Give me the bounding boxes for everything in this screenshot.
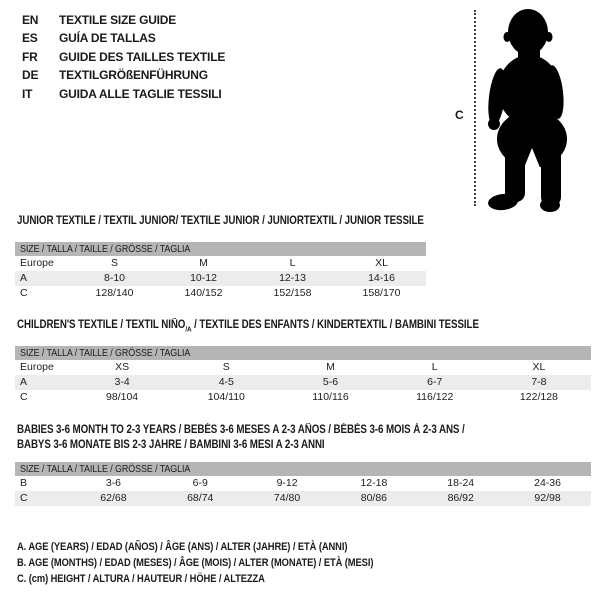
table-cell: 116/122: [416, 391, 454, 403]
table-cell: S: [222, 361, 230, 373]
row-label: A: [20, 272, 28, 284]
language-row: [22, 48, 225, 66]
size-header-bar: [15, 346, 591, 360]
row-label: Europe: [20, 257, 54, 269]
children-title-post: / TEXTILE DES ENFANTS / KINDERTEXTIL / BAMBINI TESSILE: [191, 319, 479, 331]
table-cell: M: [326, 361, 335, 373]
language-code: EN: [22, 13, 39, 27]
table-cell: 6-9: [192, 477, 208, 489]
table-cell: 5-6: [322, 376, 339, 388]
table-row: [15, 476, 591, 491]
table-cell: XS: [115, 361, 130, 373]
table-row: [15, 491, 591, 506]
table-cell: 140/152: [184, 287, 223, 299]
table-cell: 18-24: [447, 477, 475, 489]
legend-note-a: A. AGE (YEARS) / EDAD (AÑOS) / ÂGE (ANS) / ALTER (JAHRE) / ETÀ (ANNI): [17, 541, 348, 553]
table-cell: 24-36: [534, 477, 561, 489]
table-cell: 10-12: [190, 272, 217, 284]
table-cell: XL: [532, 361, 546, 373]
language-row: [22, 66, 225, 84]
junior-size-table: [15, 242, 426, 301]
table-cell: 98/104: [106, 391, 139, 403]
table-cell: M: [199, 257, 208, 269]
size-header-label: SIZE / TALLA / TAILLE / GRÖSSE / TAGLIA: [20, 463, 191, 475]
size-header-bar: [15, 462, 591, 476]
table-cell: 8-10: [103, 272, 125, 284]
children-size-table: [15, 346, 591, 405]
row-label: C: [20, 492, 28, 504]
table-cell: L: [431, 361, 438, 373]
table-cell: 68/74: [187, 492, 214, 504]
table-row: [15, 286, 426, 301]
table-cell: 128/140: [95, 287, 134, 299]
table-cell: S: [110, 257, 118, 269]
table-cell: 3-4: [114, 376, 130, 388]
size-header-bar: [15, 242, 426, 256]
table-row: [15, 271, 426, 286]
size-header-label: SIZE / TALLA / TAILLE / GRÖSSE / TAGLIA: [20, 243, 191, 255]
table-cell: 3-6: [105, 477, 121, 489]
table-cell: XL: [375, 257, 388, 269]
children-title-pre: CHILDREN'S TEXTILE / TEXTIL NIÑO: [17, 319, 186, 331]
children-title-sub: /A: [185, 324, 192, 334]
legend-note-b: B. AGE (MONTHS) / EDAD (MESES) / ÂGE (MOIS) / ALTER (MONATE) / ETÀ (MESI): [17, 557, 374, 569]
size-header-label: SIZE / TALLA / TAILLE / GRÖSSE / TAGLIA: [20, 347, 191, 359]
babies-size-table: [15, 462, 591, 506]
table-cell: 7-8: [531, 376, 547, 388]
language-label: TEXTILGRÖßENFÜHRUNG: [59, 68, 208, 83]
language-row: [22, 29, 225, 47]
dotted-measure-line: [474, 10, 476, 206]
language-code: ES: [22, 31, 38, 46]
table-cell: 104/110: [207, 391, 245, 403]
children-section-title: [17, 319, 479, 333]
table-cell: 4-5: [218, 376, 234, 388]
table-cell: 62/68: [100, 492, 127, 504]
language-code: IT: [22, 86, 33, 101]
babies-section-title: [17, 423, 465, 453]
row-label: A: [20, 376, 28, 388]
language-label: GUÍA DE TALLAS: [59, 31, 156, 46]
table-cell: 110/116: [312, 391, 349, 403]
legend-note-c: C. (cm) HEIGHT / ALTURA / HAUTEUR / HÖHE / ALTEZZA: [17, 573, 265, 585]
table-cell: 152/158: [273, 287, 312, 299]
language-code: FR: [22, 49, 38, 64]
table-row: [15, 390, 591, 405]
baby-silhouette-icon: [486, 6, 596, 212]
row-label: B: [20, 477, 28, 489]
language-label: GUIDA ALLE TAGLIE TESSILI: [59, 86, 222, 101]
table-cell: 6-7: [427, 376, 443, 388]
table-row: [15, 256, 426, 271]
junior-section-title: JUNIOR TEXTILE / TEXTIL JUNIOR/ TEXTILE JUNIOR / JUNIORTEXTIL / JUNIOR TESSILE: [17, 215, 424, 227]
row-label: Europe: [20, 361, 54, 373]
table-cell: 122/128: [519, 391, 558, 403]
height-measure-label: C: [455, 108, 464, 122]
table-cell: L: [289, 257, 296, 269]
language-label: GUIDE DES TAILLES TEXTILE: [59, 49, 226, 64]
table-row: [15, 360, 591, 375]
language-row: [22, 11, 225, 29]
table-cell: 12-18: [360, 477, 388, 489]
language-label: TEXTILE SIZE GUIDE: [59, 13, 177, 27]
table-cell: 9-12: [276, 477, 298, 489]
row-label: C: [20, 287, 28, 299]
babies-title-line2: BABYS 3-6 MONATE BIS 2-3 JAHRE / BAMBINI 3-6 MESI A 2-3 ANNI: [17, 439, 325, 451]
table-cell: 158/170: [362, 287, 401, 299]
table-row: [15, 375, 591, 390]
table-cell: 80/86: [360, 492, 388, 504]
language-row: [22, 85, 225, 103]
language-header: [22, 11, 225, 103]
table-cell: 74/80: [273, 492, 301, 504]
table-cell: 86/92: [447, 492, 474, 504]
language-code: DE: [22, 68, 39, 83]
table-cell: 14-16: [368, 272, 395, 284]
table-cell: 92/98: [534, 492, 561, 504]
table-cell: 12-13: [279, 272, 306, 284]
babies-title-line1: BABIES 3-6 MONTH TO 2-3 YEARS / BEBÉS 3-6 MESES A 2-3 AÑOS / BÉBÉS 3-6 MOIS À 2-3 ANS /: [17, 424, 465, 436]
legend: [17, 539, 436, 587]
row-label: C: [20, 391, 28, 403]
